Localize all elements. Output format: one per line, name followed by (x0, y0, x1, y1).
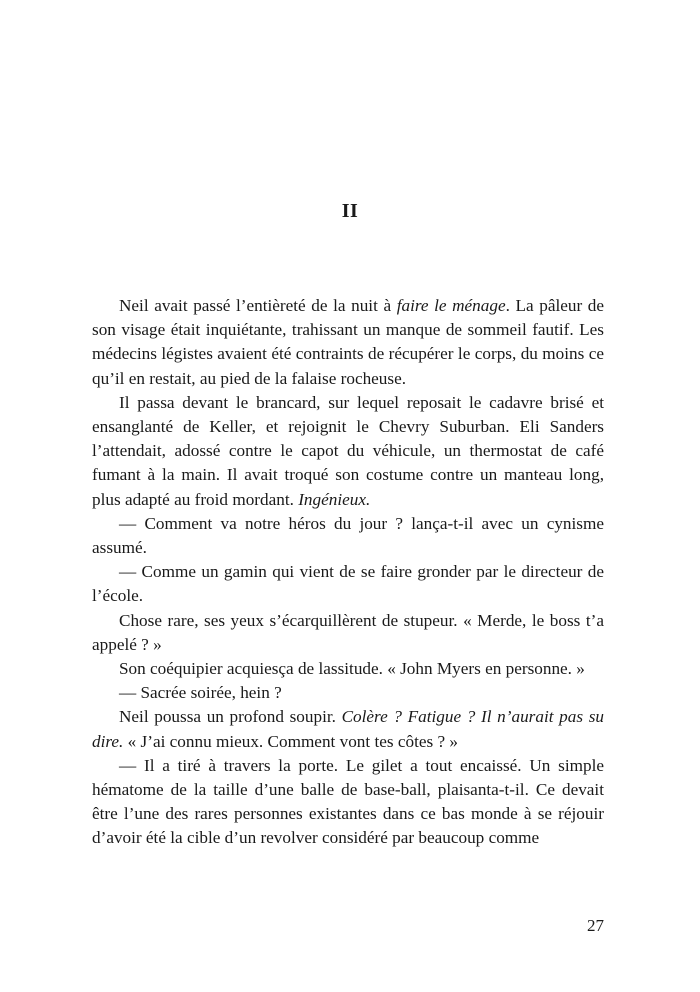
text-run: — Comment va notre héros du jour ? lança-t-il avec un cynisme assumé. (92, 513, 604, 558)
text-run: Neil poussa un profond soupir. (119, 707, 342, 727)
text-run: Neil avait passé l’entièreté de la nuit à (119, 296, 397, 315)
paragraph-8 (92, 705, 604, 753)
text-run: Son coéquipier acquiesça de lassitude. « John Myers en personne. » (119, 659, 585, 679)
text-run-italic: Colère ? Fatigue ? Il n’aurait pas su dire. (92, 707, 604, 751)
paragraph-7 (92, 681, 604, 705)
paragraph-4 (92, 560, 604, 608)
text-run: — Il a tiré à travers la porte. Le gilet a tout encaissé. Un simple hématome de la taille d’une balle de base-ball, plaisanta-t-il. Ce devait être l’une des rares personnes existantes dans ce bas monde à se réjouir d’avoir été la cible d’un revolver considéré par beaucoup comme (92, 755, 604, 848)
chapter-title: II (341, 200, 359, 222)
paragraph-6 (92, 657, 604, 681)
paragraph-5 (92, 609, 604, 657)
page-number: 27 (587, 916, 604, 935)
text-run: — Sacrée soirée, hein ? (119, 683, 282, 703)
text-run-italic: faire le ménage (396, 296, 506, 315)
text-run: « J’ai connu mieux. Comment vont tes côtes ? » (123, 731, 458, 751)
text-run: Il passa devant le brancard, sur lequel reposait le cadavre brisé et ensanglanté de Keller, et rejoignit le Chevry Suburban. Eli Sanders l’attendait, adossé contre le capot du véhicule, un thermostat de café fumant à la main. Il avait troqué son costume contre un manteau long, plus adapté au froid mordant. (92, 392, 604, 509)
text-run-italic: Ingénieux. (298, 489, 371, 509)
text-run: Chose rare, ses yeux s’écarquillèrent de stupeur. « Merde, le boss t’a appelé ? » (92, 610, 604, 654)
paragraph-1 (92, 294, 604, 391)
body-text (92, 294, 604, 851)
text-run: . La pâleur de son visage était inquiétante, trahissant un manque de sommeil fautif. Les médecins légistes avaient été contraints de récupérer le corps, du moins ce qu’il en restait, au pied de la falaise rocheuse. (92, 296, 604, 388)
paragraph-3 (92, 512, 604, 560)
paragraph-9 (92, 754, 604, 851)
paragraph-2 (92, 391, 604, 512)
text-run: — Comme un gamin qui vient de se faire gronder par le directeur de l’école. (92, 562, 604, 606)
